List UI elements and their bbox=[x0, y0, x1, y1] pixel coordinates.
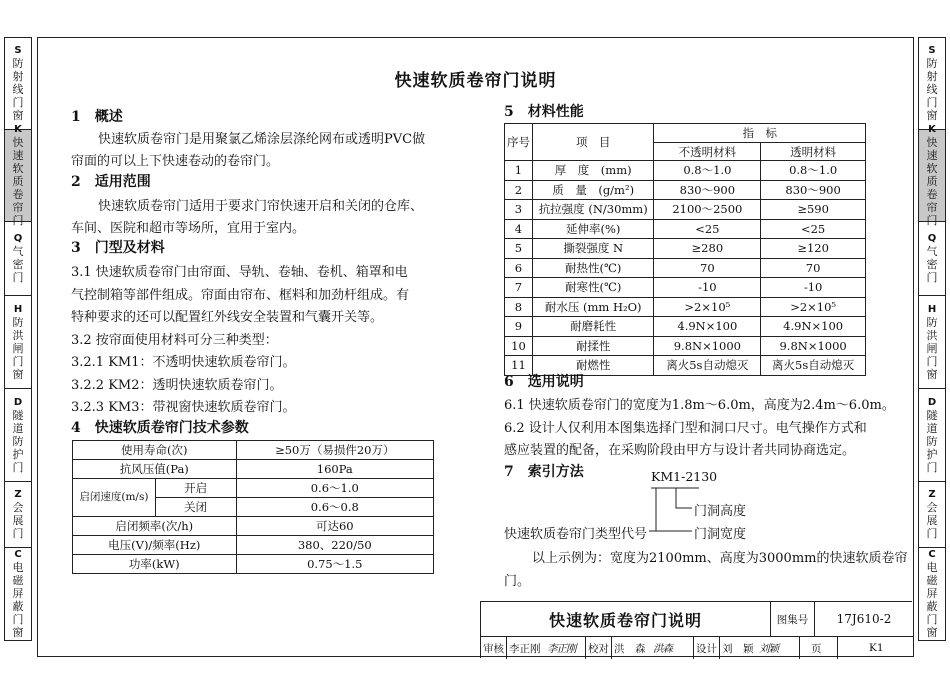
catalog-tab-char: 防 bbox=[12, 315, 24, 329]
catalog-tab-s bbox=[919, 38, 945, 130]
table-cell: 9.8N×1000 bbox=[761, 336, 866, 356]
table-cell: 70 bbox=[654, 258, 761, 278]
catalog-tab-char: 防 bbox=[926, 434, 938, 448]
reviewer-signature: 李正刚 bbox=[547, 642, 576, 655]
table-cell: 耐寒性(℃) bbox=[532, 278, 654, 298]
catalog-tab-char: 洪 bbox=[12, 328, 24, 342]
section-3-line: 特种要求的还可以配置红外线安全装置和气囊开关等。 bbox=[71, 310, 384, 325]
catalog-tab-char: 门 bbox=[12, 527, 24, 540]
label-type-code: 快速软质卷帘门类型代号 bbox=[504, 527, 648, 542]
table-cell: 4.9N×100 bbox=[761, 317, 866, 337]
table-cell: 可达60 bbox=[236, 517, 433, 536]
table-cell: 4 bbox=[505, 219, 533, 239]
table-cell: <25 bbox=[761, 219, 866, 239]
section-1-line: 帘面的可以上下快速卷动的卷帘门。 bbox=[71, 154, 280, 169]
table-cell: 2 bbox=[505, 180, 533, 200]
section-3-line: 3.2 按帘面使用材料可分三种类型： bbox=[71, 333, 278, 348]
catalog-tab-char: 射 bbox=[12, 70, 24, 83]
section-3-line: 3.2.1 KM1：不透明快速软质卷帘门。 bbox=[71, 355, 296, 370]
section-3-line: 3.1 快速软质卷帘门由帘面、导轨、卷轴、卷机、箱罩和电 bbox=[71, 265, 408, 280]
catalog-tab-char: 线 bbox=[12, 83, 24, 96]
table-cell: 11 bbox=[505, 356, 533, 376]
catalog-tab-char: 快 bbox=[12, 136, 24, 149]
catalog-tab-char: 射 bbox=[926, 70, 938, 83]
table-cell: -10 bbox=[654, 278, 761, 298]
catalog-tab-char: 窗 bbox=[926, 367, 938, 381]
section-6-line: 6.2 设计人仅利用本图集选择门型和洞口尺寸。电气操作方式和 bbox=[504, 421, 867, 436]
table-cell: 离火5s自动熄灭 bbox=[654, 356, 761, 376]
section-7-line: 以上示例为：宽度为2100mm、高度为3000mm的快速软质卷帘 bbox=[532, 551, 908, 566]
catalog-tab-code: D bbox=[927, 396, 937, 408]
title-block bbox=[480, 601, 912, 658]
catalog-tab-char: 蔽 bbox=[12, 600, 24, 613]
catalog-tab-char: 速 bbox=[12, 149, 24, 162]
table-cell: 8 bbox=[505, 297, 533, 317]
table-cell: ≥50万（易损件20万） bbox=[236, 441, 433, 460]
catalog-tab-code: C bbox=[14, 549, 22, 560]
table-cell: 9.8N×1000 bbox=[654, 336, 761, 356]
table-cell: 抗风压值(Pa) bbox=[73, 460, 237, 479]
catalog-tab-char: 快 bbox=[926, 136, 938, 149]
catalog-tab-char: 隧 bbox=[926, 408, 938, 422]
design-label: 设计 bbox=[696, 642, 717, 655]
catalog-tab-z bbox=[919, 482, 945, 548]
catalog-tab-code: S bbox=[14, 45, 22, 56]
catalog-tab-s bbox=[5, 38, 31, 130]
catalog-tab-char: 门 bbox=[926, 527, 938, 540]
section-3-line: 3.2.2 KM2：透明快速软质卷帘门。 bbox=[71, 378, 283, 393]
section-7-heading: 7 索引方法 bbox=[504, 464, 584, 480]
index-code: KM1-2130 bbox=[651, 469, 718, 484]
catalog-tab-code: C bbox=[928, 549, 936, 560]
catalog-tab-code: D bbox=[13, 396, 23, 408]
section-1-line: 快速软质卷帘门是用聚氯乙烯涂层涤纶网布或透明PVC做 bbox=[98, 132, 426, 147]
catalog-tab-char: 线 bbox=[926, 83, 938, 96]
table-cell: 开启 bbox=[155, 479, 236, 498]
catalog-tab-char: 防 bbox=[926, 57, 938, 70]
atlas-number: 17J610-2 bbox=[836, 612, 892, 626]
catalog-tab-char: 道 bbox=[926, 421, 938, 435]
table-row bbox=[505, 317, 866, 337]
table-row bbox=[505, 180, 866, 200]
catalog-tab-char: 门 bbox=[12, 271, 24, 284]
table-cell: 撕裂强度 N bbox=[532, 239, 654, 259]
catalog-tab-h bbox=[5, 296, 31, 389]
table-cell: >2×10⁵ bbox=[654, 297, 761, 317]
table-cell: ≥120 bbox=[761, 239, 866, 259]
table-cell: 抗拉强度 (N/30mm) bbox=[532, 200, 654, 220]
table-cell: 厚 度 (mm) bbox=[532, 161, 654, 181]
table-cell: ≥590 bbox=[761, 200, 866, 220]
catalog-tab-z bbox=[5, 482, 31, 548]
check-label: 校对 bbox=[588, 642, 609, 655]
label-door-height: 门洞高度 bbox=[694, 504, 747, 519]
catalog-tab-c bbox=[919, 548, 945, 640]
table-row bbox=[505, 297, 866, 317]
table-header: 透明材料 bbox=[761, 143, 866, 161]
catalog-tab-char: 门 bbox=[926, 460, 938, 474]
table-cell: 耐水压 (mm H₂O) bbox=[532, 297, 654, 317]
table-cell: <25 bbox=[654, 219, 761, 239]
section-7-line: 门。 bbox=[504, 574, 531, 589]
catalog-tab-char: 质 bbox=[12, 175, 24, 188]
catalog-tab-char: 洪 bbox=[926, 328, 938, 342]
table-row bbox=[505, 239, 866, 259]
catalog-tab-char: 窗 bbox=[12, 626, 24, 639]
catalog-tab-char: 门 bbox=[926, 613, 938, 626]
table-cell: 380、220/50 bbox=[236, 536, 433, 555]
table-cell: 70 bbox=[761, 258, 866, 278]
catalog-tab-char: 电 bbox=[12, 561, 24, 574]
table-cell: 160Pa bbox=[236, 460, 433, 479]
catalog-tab-char: 隧 bbox=[12, 408, 24, 422]
section-1-heading: 1 概述 bbox=[71, 109, 123, 125]
table-cell: 使用寿命(次) bbox=[73, 441, 237, 460]
catalog-tab-char: 蔽 bbox=[926, 600, 938, 613]
title-block-signatures bbox=[481, 636, 913, 659]
right-catalog-tabs bbox=[918, 37, 946, 641]
catalog-tab-char: 防 bbox=[926, 315, 938, 329]
table-cell: 关闭 bbox=[155, 498, 236, 517]
checker-name: 洪 森 bbox=[614, 642, 646, 655]
catalog-tab-char: 磁 bbox=[926, 574, 938, 587]
table-header: 不透明材料 bbox=[654, 143, 761, 161]
table-cell: 0.8～1.0 bbox=[654, 161, 761, 181]
table-cell: 3 bbox=[505, 200, 533, 220]
table-cell: 质 量 (g/m²) bbox=[532, 180, 654, 200]
catalog-tab-k bbox=[5, 124, 31, 227]
table-cell: 7 bbox=[505, 278, 533, 298]
table-cell: 延伸率(%) bbox=[532, 219, 654, 239]
table-cell: 2100～2500 bbox=[654, 200, 761, 220]
catalog-tab-char: 护 bbox=[926, 447, 938, 461]
table-cell: 830～900 bbox=[654, 180, 761, 200]
catalog-tab-char: 磁 bbox=[12, 574, 24, 587]
table-row bbox=[505, 161, 866, 181]
table-cell: 5 bbox=[505, 239, 533, 259]
page-title: 快速软质卷帘门说明 bbox=[394, 71, 557, 91]
designer-signature: 刘颖 bbox=[759, 642, 778, 655]
section-6-heading: 6 选用说明 bbox=[504, 374, 584, 390]
catalog-tab-code: H bbox=[927, 303, 937, 315]
table-header: 序号 bbox=[505, 124, 533, 161]
table-cell: 耐热性(℃) bbox=[532, 258, 654, 278]
section-6-line: 感应装置的配备，在采购阶段由甲方与设计者共同协商选定。 bbox=[504, 443, 856, 458]
catalog-tab-char: 会 bbox=[926, 501, 938, 514]
catalog-tab-char: 质 bbox=[926, 175, 938, 188]
table-cell: ≥280 bbox=[654, 239, 761, 259]
catalog-tab-char: 卷 bbox=[926, 188, 938, 201]
catalog-tab-char: 气 bbox=[12, 245, 24, 258]
table-cell: 0.75～1.5 bbox=[236, 555, 433, 574]
catalog-tab-char: 门 bbox=[926, 214, 938, 227]
table-row bbox=[505, 336, 866, 356]
designer-name: 刘 颖 bbox=[722, 642, 754, 655]
title-block-title: 快速软质卷帘门说明 bbox=[481, 602, 771, 636]
catalog-tab-h bbox=[919, 296, 945, 389]
table-row bbox=[505, 258, 866, 278]
catalog-tab-char: 门 bbox=[12, 96, 24, 109]
catalog-tab-char: 门 bbox=[926, 96, 938, 109]
material-table bbox=[504, 123, 866, 376]
catalog-tab-char: 展 bbox=[926, 514, 938, 527]
table-header: 项 目 bbox=[532, 124, 654, 161]
catalog-tab-char: 屏 bbox=[926, 587, 938, 600]
table-cell: 1 bbox=[505, 161, 533, 181]
table-cell: 0.8～1.0 bbox=[761, 161, 866, 181]
catalog-tab-code: K bbox=[928, 124, 936, 135]
catalog-tab-char: 门 bbox=[12, 613, 24, 626]
catalog-tab-char: 窗 bbox=[926, 109, 938, 122]
table-cell: 功率(kW) bbox=[73, 555, 237, 574]
catalog-tab-code: Z bbox=[14, 489, 22, 500]
catalog-tab-char: 屏 bbox=[12, 587, 24, 600]
section-3-heading: 3 门型及材料 bbox=[71, 240, 165, 256]
catalog-tab-char: 门 bbox=[12, 460, 24, 474]
table-cell: 电压(V)/频率(Hz) bbox=[73, 536, 237, 555]
catalog-tab-char: 密 bbox=[12, 258, 24, 271]
table-cell: 耐揉性 bbox=[532, 336, 654, 356]
catalog-tab-code: S bbox=[928, 45, 936, 56]
section-2-heading: 2 适用范围 bbox=[71, 174, 151, 190]
catalog-tab-char: 展 bbox=[12, 514, 24, 527]
catalog-tab-char: 窗 bbox=[12, 367, 24, 381]
drawing-frame bbox=[37, 37, 914, 657]
section-4-heading: 4 快速软质卷帘门技术参数 bbox=[71, 420, 249, 436]
atlas-label: 图集号 bbox=[771, 602, 815, 636]
catalog-tab-char: 道 bbox=[12, 421, 24, 435]
catalog-tab-k bbox=[919, 124, 945, 227]
catalog-tab-code: H bbox=[13, 303, 23, 315]
table-header: 指 标 bbox=[654, 124, 866, 143]
reviewer-name: 李正刚 bbox=[509, 642, 541, 655]
table-cell: 0.6～1.0 bbox=[236, 479, 433, 498]
catalog-tab-char: 门 bbox=[926, 354, 938, 368]
table-row bbox=[505, 219, 866, 239]
table-cell: 6 bbox=[505, 258, 533, 278]
catalog-tab-char: 护 bbox=[12, 447, 24, 461]
section-3-line: 3.2.3 KM3：带视窗快速软质卷帘门。 bbox=[71, 400, 296, 415]
catalog-tab-d bbox=[919, 389, 945, 482]
catalog-tab-char: 电 bbox=[926, 561, 938, 574]
catalog-tab-code: Q bbox=[927, 233, 937, 244]
table-row bbox=[505, 200, 866, 220]
table-cell: 4.9N×100 bbox=[654, 317, 761, 337]
page-label: 页 bbox=[811, 642, 822, 655]
table-cell: 离火5s自动熄灭 bbox=[761, 356, 866, 376]
tech-params-table bbox=[72, 440, 434, 574]
section-5-heading: 5 材料性能 bbox=[504, 104, 584, 120]
page-number: K1 bbox=[869, 642, 884, 654]
catalog-tab-char: 门 bbox=[12, 354, 24, 368]
table-cell: 9 bbox=[505, 317, 533, 337]
catalog-tab-code: K bbox=[14, 124, 22, 135]
catalog-tab-char: 窗 bbox=[12, 109, 24, 122]
catalog-tab-char: 闸 bbox=[12, 341, 24, 355]
catalog-tab-char: 气 bbox=[926, 245, 938, 258]
left-catalog-tabs bbox=[4, 37, 32, 641]
section-2-line: 车间、医院和超市等场所，宜用于室内。 bbox=[71, 221, 306, 236]
review-label: 审核 bbox=[483, 642, 504, 655]
catalog-tab-char: 卷 bbox=[12, 188, 24, 201]
table-cell: 启闭速度(m/s) bbox=[73, 479, 156, 517]
table-cell: 0.6～0.8 bbox=[236, 498, 433, 517]
table-cell: 耐磨耗性 bbox=[532, 317, 654, 337]
catalog-tab-char: 会 bbox=[12, 501, 24, 514]
section-2-line: 快速软质卷帘门适用于要求门帘快速开启和关闭的仓库、 bbox=[98, 199, 424, 214]
catalog-tab-char: 软 bbox=[12, 162, 24, 175]
catalog-tab-char: 闸 bbox=[926, 341, 938, 355]
table-cell: 耐燃性 bbox=[532, 356, 654, 376]
catalog-tab-char: 帘 bbox=[926, 201, 938, 214]
catalog-tab-char: 密 bbox=[926, 258, 938, 271]
label-door-width: 门洞宽度 bbox=[694, 527, 747, 542]
catalog-tab-c bbox=[5, 548, 31, 640]
table-cell: 启闭频率(次/h) bbox=[73, 517, 237, 536]
catalog-tab-char: 防 bbox=[12, 57, 24, 70]
catalog-tab-code: Z bbox=[928, 489, 936, 500]
catalog-tab-code: Q bbox=[13, 233, 23, 244]
table-row bbox=[505, 278, 866, 298]
catalog-tab-char: 软 bbox=[926, 162, 938, 175]
catalog-tab-q bbox=[5, 222, 31, 296]
section-6-line: 6.1 快速软质卷帘门的宽度为1.8m～6.0m，高度为2.4m～6.0m。 bbox=[504, 398, 895, 413]
table-cell: -10 bbox=[761, 278, 866, 298]
checker-signature: 洪森 bbox=[653, 642, 672, 655]
catalog-tab-q bbox=[919, 222, 945, 296]
catalog-tab-char: 窗 bbox=[926, 626, 938, 639]
catalog-tab-d bbox=[5, 389, 31, 482]
catalog-tab-char: 帘 bbox=[12, 201, 24, 214]
catalog-tab-char: 防 bbox=[12, 434, 24, 448]
table-cell: 830～900 bbox=[761, 180, 866, 200]
table-cell: >2×10⁵ bbox=[761, 297, 866, 317]
catalog-tab-char: 门 bbox=[12, 214, 24, 227]
section-3-line: 气控制箱等部件组成。帘面由帘布、框料和加劲杆组成。有 bbox=[71, 288, 410, 303]
catalog-tab-char: 门 bbox=[926, 271, 938, 284]
catalog-tab-char: 速 bbox=[926, 149, 938, 162]
table-cell: 10 bbox=[505, 336, 533, 356]
